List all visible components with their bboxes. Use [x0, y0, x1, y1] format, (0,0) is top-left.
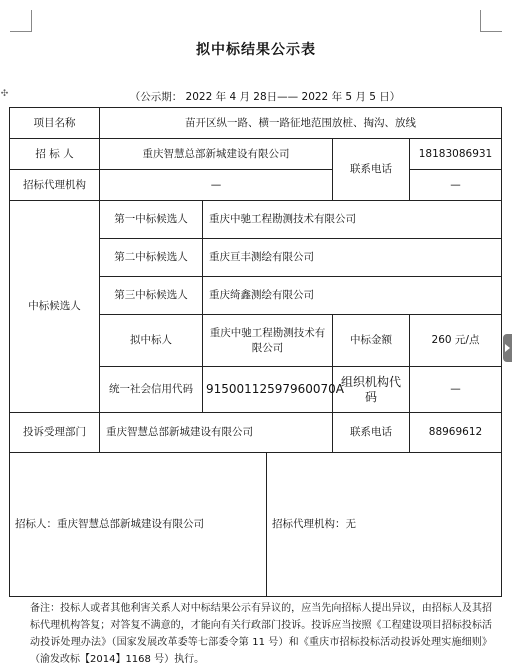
publicity-period: （公示期： 2022 年 4 月 28日—— 2022 年 5 月 5 日） — [129, 91, 401, 103]
signature-row — [10, 453, 502, 597]
complaint-phone-label: 联系电话 — [333, 413, 410, 453]
complaint-phone-value: 88969612 — [410, 413, 502, 453]
crop-mark — [480, 31, 502, 32]
tenderer-label: 招 标 人 — [10, 139, 100, 170]
second-candidate-value: 重庆亘丰测绘有限公司 — [203, 239, 502, 277]
contact-phone-value: 18183086931 — [410, 139, 502, 170]
first-candidate-value: 重庆中驰工程勘测技术有限公司 — [203, 201, 502, 239]
proposed-winner-label: 拟中标人 — [100, 315, 203, 367]
tenderer-value: 重庆智慧总部新城建设有限公司 — [100, 139, 333, 170]
signature-agency: 招标代理机构：无 — [272, 518, 356, 530]
third-candidate-label: 第三中标候选人 — [100, 277, 203, 315]
candidates-label: 中标候选人 — [10, 201, 100, 413]
move-handle-icon[interactable]: ✣ — [0, 89, 9, 99]
crop-mark — [480, 10, 481, 32]
project-name-label: 项目名称 — [10, 108, 100, 139]
first-candidate-label: 第一中标候选人 — [100, 201, 203, 239]
agency-label: 招标代理机构 — [10, 170, 100, 201]
complaint-dept-label: 投诉受理部门 — [10, 413, 100, 453]
project-name-value: 苗开区纵一路、横一路征地范围放桩、掏沟、放线 — [100, 108, 502, 139]
crop-mark — [31, 10, 32, 32]
agency-value: — — [100, 170, 333, 201]
second-candidate-label: 第二中标候选人 — [100, 239, 203, 277]
complaint-dept-value: 重庆智慧总部新城建设有限公司 — [100, 413, 333, 453]
page-title: 拟中标结果公示表 — [196, 42, 316, 58]
contact-phone-label: 联系电话 — [333, 139, 410, 201]
agency-phone-value: — — [410, 170, 502, 201]
credit-code-value: 91500112597960070A — [203, 367, 333, 413]
remark-note: 备注：投标人或者其他利害关系人对中标结果公示有异议的，应当先向招标人提出异议，由招标人及其招标代理机构答复；对答复不满意的，才能向有关行政部门投诉。投诉应当按照《工程建设项目招标投标活动投诉处理办法》（国家发展改革委等七部委令第 11 号）和《重庆市招标投标活动投诉处理实施细则》（渝发改标【2014】1168 号）执行。 — [30, 603, 492, 665]
expand-panel-handle[interactable] — [503, 334, 512, 362]
crop-mark — [10, 31, 32, 32]
credit-code-label: 统一社会信用代码 — [100, 367, 203, 413]
third-candidate-value: 重庆绮鑫测绘有限公司 — [203, 277, 502, 315]
org-code-value: — — [410, 367, 502, 413]
signature-tenderer: 招标人：重庆智慧总部新城建设有限公司 — [10, 453, 267, 596]
org-code-label: 组织机构代码 — [333, 367, 410, 413]
bid-amount-value: 260 元/点 — [410, 315, 502, 367]
bid-amount-label: 中标金额 — [333, 315, 410, 367]
proposed-winner-value: 重庆中驰工程勘测技术有限公司 — [203, 315, 333, 367]
result-table — [9, 107, 502, 597]
